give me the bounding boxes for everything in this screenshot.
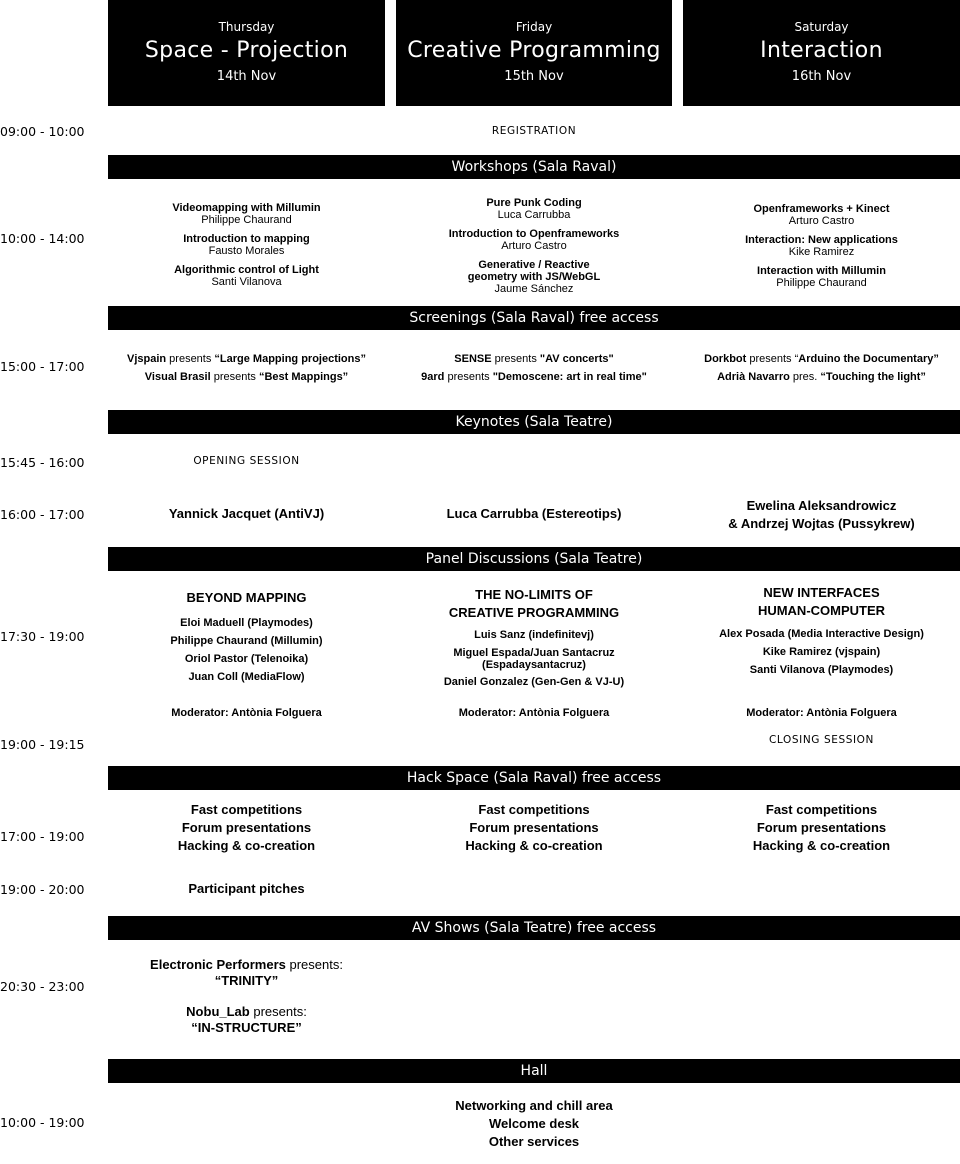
time-avshows: 20:30 - 23:00 [0,979,85,994]
time-pitches: 19:00 - 20:00 [0,882,85,897]
time-workshops: 10:00 - 14:00 [0,231,85,246]
panel-member: Kike Ramirez (vjspain) [762,646,881,658]
screening-item: 9ard presents "Demoscene: art in real time" [421,371,647,383]
workshops-saturday [683,203,960,296]
panel-title: BEYOND MAPPING [186,590,307,605]
workshops-thursday [108,202,385,295]
time-screenings: 15:00 - 17:00 [0,359,85,374]
day-title: Interaction [760,38,883,63]
time-hall: 10:00 - 19:00 [0,1115,85,1130]
workshop-item: Pure Punk Coding Luca Carrubba [486,197,582,221]
panel-title-line2: HUMAN-COMPUTER [757,603,886,618]
closing-session-label: CLOSING SESSION [768,734,874,746]
time-panels: 17:30 - 19:00 [0,629,85,644]
day-date: 14th Nov [216,69,277,84]
screenings-saturday [683,350,960,386]
hack-friday: Fast competitions Forum presentations Hacking & co-creation [465,802,603,853]
panel-moderator: Moderator: Antònia Folguera [171,707,322,719]
day-title: Space - Projection [144,38,349,63]
panel-member: Philippe Chaurand (Millumin) [170,635,323,647]
day-header-saturday [683,0,960,106]
workshop-item: Introduction to mapping Fausto Morales [183,233,310,257]
workshop-item: Openframeworks + Kinect Arturo Castro [753,203,890,227]
opening-session-label: OPENING SESSION [193,455,300,467]
panel-moderator: Moderator: Antònia Folguera [458,707,610,719]
avshow-item: Electronic Performers presents: “TRINITY” [150,957,343,988]
section-bar-hall: Hall [108,1059,960,1083]
screenings-friday [396,350,672,386]
panel-title: THE NO-LIMITS OF [475,587,593,602]
panel-member: (Espadaysantacruz) [482,659,586,671]
time-opening: 15:45 - 16:00 [0,455,85,470]
screening-item: Vjspain presents “Large Mapping projections” [126,353,366,365]
workshop-item: Videomapping with Millumin Philippe Chaurand [172,202,321,226]
section-bar-keynotes: Keynotes (Sala Teatre) [108,410,960,434]
day-date: 16th Nov [791,69,852,84]
time-keynotes: 16:00 - 17:00 [0,507,85,522]
panel-member: Miguel Espada/Juan Santacruz [453,647,615,659]
section-bar-workshops: Workshops (Sala Raval) [108,155,960,179]
panel-friday [396,586,672,694]
section-bar-avshows: AV Shows (Sala Teatre) free access [108,916,960,940]
panel-member: Luis Sanz (indefinitevj) [474,629,594,641]
workshop-item: Interaction: New applications Kike Ramirez [745,234,898,258]
hack-thursday: Fast competitions Forum presentations Hacking & co-creation [177,802,316,853]
registration-label: REGISTRATION [491,125,577,137]
panel-member: Santi Vilanova (Playmodes) [749,664,894,676]
screening-item: Adrià Navarro pres. “Touching the light” [717,371,926,383]
panel-member: Alex Posada (Media Interactive Design) [719,628,924,640]
screenings-thursday [108,350,385,386]
keynote-friday: Luca Carrubba (Estereotips) [446,506,622,521]
panel-title: NEW INTERFACES [763,585,880,600]
workshop-item: Generative / Reactive geometry with JS/WebGL Jaume Sánchez [467,259,601,295]
workshop-item: Interaction with Millumin Philippe Chaurand [757,265,886,289]
keynote-thursday: Yannick Jacquet (AntiVJ) [168,506,325,521]
screening-item: SENSE presents "AV concerts" [454,353,614,365]
day-name: Friday [515,20,553,34]
screening-item: Dorkbot presents “Arduino the Documentary” [704,353,939,365]
panel-moderator: Moderator: Antònia Folguera [746,707,897,719]
day-title: Creative Programming [407,38,661,63]
keynote-saturday: Ewelina Aleksandrowicz & Andrzej Wojtas (Pussykrew) [728,498,915,531]
day-date: 15th Nov [504,69,564,84]
section-bar-panels: Panel Discussions (Sala Teatre) [108,547,960,571]
day-header-friday [396,0,672,106]
avshow-item: Nobu_Lab presents: “IN-STRUCTURE” [186,1004,307,1035]
panel-thursday [108,589,385,689]
time-hack: 17:00 - 19:00 [0,829,85,844]
workshop-item: Introduction to Openframeworks Arturo Castro [448,228,620,252]
day-name: Thursday [218,20,275,34]
panel-member: Juan Coll (MediaFlow) [188,671,305,683]
section-bar-hack: Hack Space (Sala Raval) free access [108,766,960,790]
workshop-item: Algorithmic control of Light Santi Vilanova [174,264,319,288]
time-registration: 09:00 - 10:00 [0,124,85,139]
workshops-friday [396,197,672,302]
hall-items: Networking and chill area Welcome desk Other services [455,1098,613,1149]
screening-item: Visual Brasil presents “Best Mappings” [144,371,349,383]
panel-member: Oriol Pastor (Telenoika) [184,653,309,665]
panel-saturday [683,584,960,682]
section-bar-screenings: Screenings (Sala Raval) free access [108,306,960,330]
hack-saturday: Fast competitions Forum presentations Hacking & co-creation [752,802,891,853]
participant-pitches: Participant pitches [188,881,305,896]
panel-member: Eloi Maduell (Playmodes) [180,617,313,629]
day-name: Saturday [794,20,849,34]
time-closing: 19:00 - 19:15 [0,737,85,752]
panel-member: Daniel Gonzalez (Gen-Gen & VJ-U) [443,676,625,688]
day-header-thursday [108,0,385,106]
panel-title-line2: CREATIVE PROGRAMMING [448,605,620,620]
